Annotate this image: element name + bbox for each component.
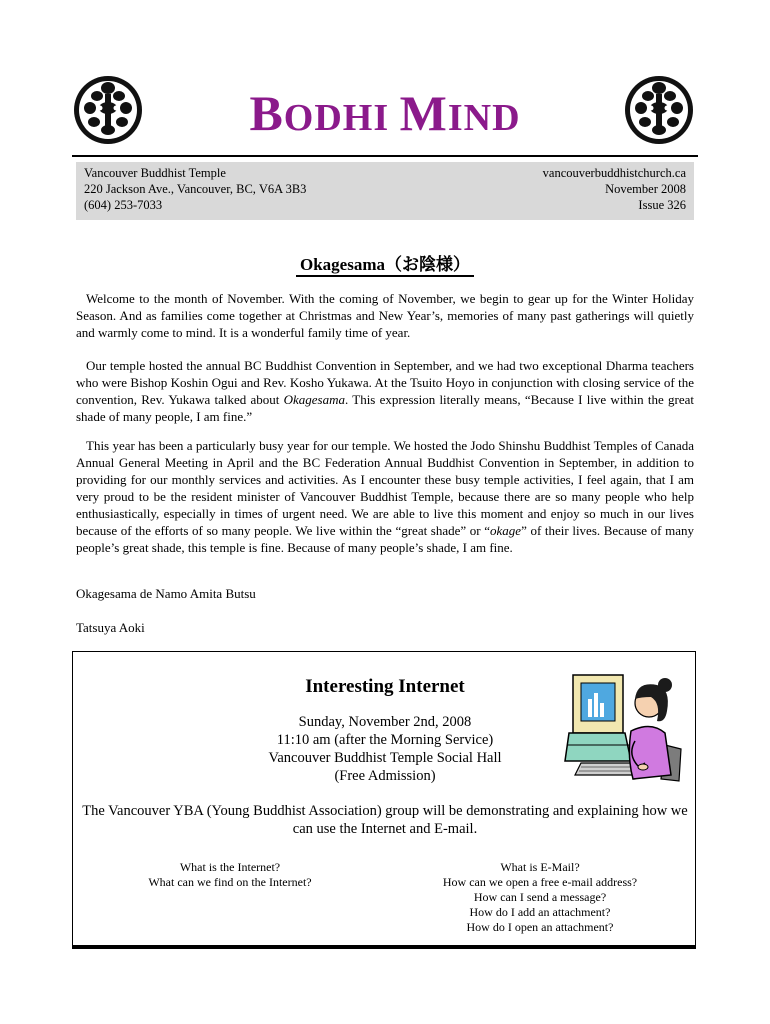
italic-term: okage — [490, 523, 522, 538]
question-item: How do I open an attachment? — [466, 920, 614, 934]
question-item: What is E-Mail? — [500, 860, 580, 874]
article-title-text: Okagesama（お陰様） — [296, 255, 474, 277]
website-link[interactable]: vancouverbuddhistchurch.ca — [542, 166, 686, 180]
question-item: How can we open a free e-mail address? — [442, 875, 638, 889]
temple-name: Vancouver Buddhist Temple — [84, 166, 226, 180]
article-signature: Tatsuya Aoki — [76, 620, 145, 635]
masthead-letter: B — [249, 85, 284, 141]
event-location: Vancouver Buddhist Temple Social Hall — [268, 750, 502, 766]
question-item: How can I send a message? — [473, 890, 607, 904]
event-admission: (Free Admission) — [334, 768, 436, 784]
header-divider — [72, 155, 698, 157]
question-item: How do I add an attachment? — [469, 905, 611, 919]
woman-at-computer-icon — [561, 663, 685, 791]
article-paragraph-3 — [76, 437, 694, 556]
paragraph-text: . This expression literally means, “Because I live within the great shade of many people, I am fine.” — [76, 392, 695, 424]
paragraph-text: ” of their lives. Because of many people’s great shade, this temple is fine. Because of many people’s shade, I am fine. — [76, 523, 694, 555]
issue-date: November 2008 — [605, 182, 686, 196]
article-closing: Okagesama de Namo Amita Butsu — [76, 586, 256, 601]
event-date: Sunday, November 2nd, 2008 — [298, 714, 472, 730]
event-time: 11:10 am (after the Morning Service) — [276, 732, 494, 748]
masthead-letter: IND — [447, 97, 521, 139]
question-item: What is the Internet? — [179, 860, 281, 874]
masthead-title — [0, 84, 770, 142]
masthead-letter: ODHI — [283, 97, 400, 139]
question-item: What can we find on the Internet? — [148, 875, 312, 889]
temple-address: 220 Jackson Ave., Vancouver, BC, V6A 3B3 — [84, 182, 307, 196]
issue-number: Issue 326 — [638, 198, 686, 212]
paragraph-text: This year has been a particularly busy year for our temple. We hosted the Jodo Shinshu Buddhist Temples of Canada Annual General Meeting in April and the BC Federation Annual Buddhist Convention in September, in addition to providing for our monthly services and activities. As I encounter these busy temple activities, I feel again, that I am very proud to be the resident minister of Vancouver Buddhist Temple, because there are so many people who help enthusiastically, especially in times of urgent need. We are able to live this moment and enjoy so much in our lives because of the efforts of so many people. We live within the “great shade” or “ — [76, 438, 694, 538]
temple-phone: (604) 253-7033 — [84, 198, 163, 212]
paragraph-text: Our temple hosted the annual BC Buddhist Convention in September, and we had two exceptional Dharma teachers who were Bishop Koshin Ogui and Rev. Kosho Yukawa. At the Tsuito Hoyo in conjunction with closing service of the convention, Rev. Yukawa talked about — [76, 358, 694, 407]
header-info-bar — [76, 162, 694, 220]
masthead-letter: M — [399, 85, 448, 141]
internet-event-title: Interesting Internet — [305, 676, 465, 697]
article-paragraph-2 — [76, 357, 694, 425]
issue-info-block — [543, 165, 686, 213]
internet-questions — [120, 860, 340, 890]
event-description: The Vancouver YBA (Young Buddhist Association) group will be demonstrating and explaining how we can use the Internet and E-mail. — [82, 803, 688, 837]
article-paragraph-1: Welcome to the month of November. With the coming of November, we begin to gear up for the Winter Holiday Season. And as families come together at Christmas and New Year’s, memories of many past gatherings will quietly and warmly come to mind. It is a wonderful family time of year. — [76, 291, 694, 340]
email-questions — [420, 860, 660, 935]
italic-term: Okagesama — [283, 392, 345, 407]
temple-address-block — [84, 165, 306, 213]
article-title — [0, 250, 770, 275]
